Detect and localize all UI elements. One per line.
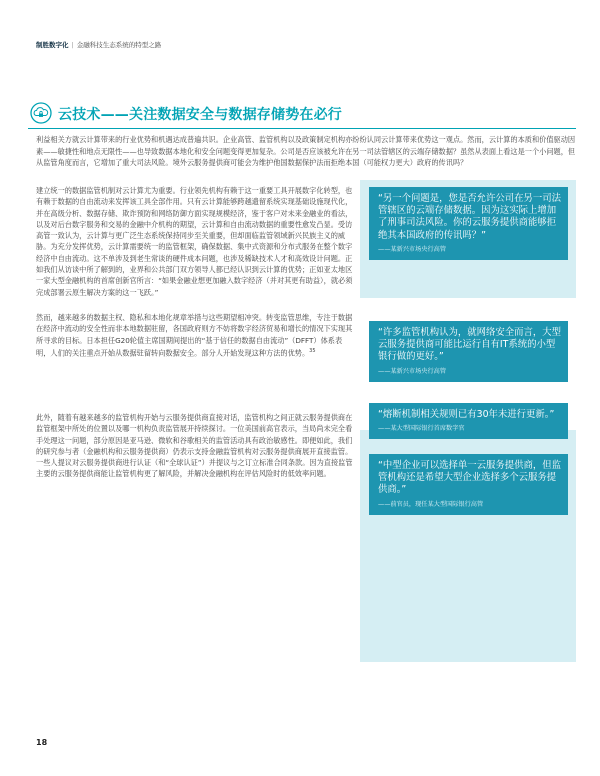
paragraph-text: 然而，越来越多的数据主权、隐私和本地化规章举措与这些期望相冲突。转变监管思维，专注于数据在经济中流动的安全性而非本地数据驻留，各国政府则方不妨将数字经济贸易和增长的情况下实现其所寻求的目标。日本担任G20轮值主席国期间提出的“基于信任的数据自由流动”（DFFT）体系表明，人们的关注重点开始从数据驻留转向数据安全。部分人开始发现这种方法的优势。 (36, 313, 353, 358)
section-heading (28, 102, 576, 129)
quote-box-2 (369, 321, 568, 382)
quote-source: ——前官员，现任某大型国际银行高管 (378, 500, 484, 508)
quote-source: ——某大型国际银行首席数字官 (378, 425, 465, 433)
body-paragraph-3 (36, 412, 354, 480)
intro-paragraph: 利益相关方就云计算带来的行业优势和机遇达成普遍共识。企业高管、监管机构以及政策制定机构亦纷纷认同云计算带来优势这一观点。然而，云计算的本质和价值驱动因素——敏捷性和地点无限性——也导致数据本地化和安全问题变得更加复杂。公司是否应该被允许在另一司法管辖区的云端存储数据？虽然从表面上看这是一个小问题，但从监管角度而言，它增加了重大司法风险。境外云服务提供商可能会为维护他国数据保护法而拒绝本国（可能权力更大）政府的传讯吗？ (36, 135, 576, 167)
cloud-lock-icon (30, 102, 52, 124)
quote-text: “另一个问题是，您是否允许公司在另一司法管辖区的云端存储数据。因为这实际上增加了刑事司法风险。你的云服务提供商能够拒绝其本国政府的传讯吗？” (378, 193, 561, 241)
quote-text: “许多监管机构认为，就网络安全而言，大型云服务提供商可能比运行自有IT系统的小型银行做的更好。” (378, 327, 561, 363)
quote-text: “熔断机制相关规则已有30年未进行更新。” (378, 409, 555, 420)
paragraph-text: 此外，随着有越来越多的监管机构开始与云服务提供商直接对话，监管机构之间正就云服务提供商在监管框架中所处的位置以及哪一机构负责监管展开持续探讨。一位美国前高官表示，当局尚未完全看手处理这一问题，部分原因是亚马逊、微软和谷歌相关的监管活动具有政治敏感性。即便如此，我们的研究参与者（金融机构和云服务提供商）仍表示支持金融监管机构对云服务提供商展开直接监管。一些人提议对云服务提供商进行认证（和“全球认证”）并提议与之订立标准合同条款。因为直接监管主要的云服务提供商能让监管机构更了解风险，并解决金融机构在评估风险时的低效率问题。 (36, 413, 353, 479)
quote-box-3 (369, 403, 568, 439)
body-paragraph-1 (36, 185, 354, 298)
running-header (36, 40, 161, 49)
header-section: 制胜数字化 (36, 41, 69, 49)
section-title: 云技术——关注数据安全与数据存储势在必行 (58, 107, 342, 123)
footnote-mark: 35 (309, 347, 316, 354)
quote-box-1 (369, 187, 568, 260)
quote-source: ——某新兴市场央行高管 (378, 245, 447, 253)
header-subtitle: 金融科技生态系统的特型之路 (76, 41, 162, 49)
quote-source: ——某新兴市场央行高管 (378, 367, 447, 375)
quote-text: “中型企业可以选择单一云服务提供商，但监管机构还是希望大型企业选择多个云服务提供商。” (378, 460, 561, 496)
quote-box-4 (369, 454, 568, 515)
header-separator: | (71, 41, 74, 49)
paragraph-text: 建立统一的数据监管机制对云计算尤为重要。行业领先机构有赖于这一重要工具开展数字化转型，也有赖于数据的自由流动来发挥该工具全部作用。只有云计算能够跨越遗留系统实现基础设施现代化，并在高级分析、数据存储、欺诈预防和网络防御方面实现规模经济，鉴于客户对未来金融业的看法，以及对后台数字服务和交易的金融中介机构的期望，云计算和自由流动数据的重要性愈发凸显。受访高管一致认为，云计算与更广泛生态系统保持同步至关重要，但却面临监管领域新兴民族主义的威胁。为充分发挥优势，云计算需要统一的监管框架，确保数据、集中式资源和分布式服务在整个数字经济中自由流动。这不单涉及到老生常谈的硬件成本问题，也涉及稀缺技术人才和高效设计问题。正如我们从访谈中所了解到的，业界和公共部门双方领导人都已经认识到云计算的优势；正如亚太地区一家大型金融机构的首席创新官所言：“如果金融业想更加融入数字经济（并对其更有助益），就必须完成部署云原生解决方案的这一飞跃。” (36, 186, 353, 297)
body-paragraph-2 (36, 312, 354, 359)
page-number: 18 (36, 738, 48, 747)
